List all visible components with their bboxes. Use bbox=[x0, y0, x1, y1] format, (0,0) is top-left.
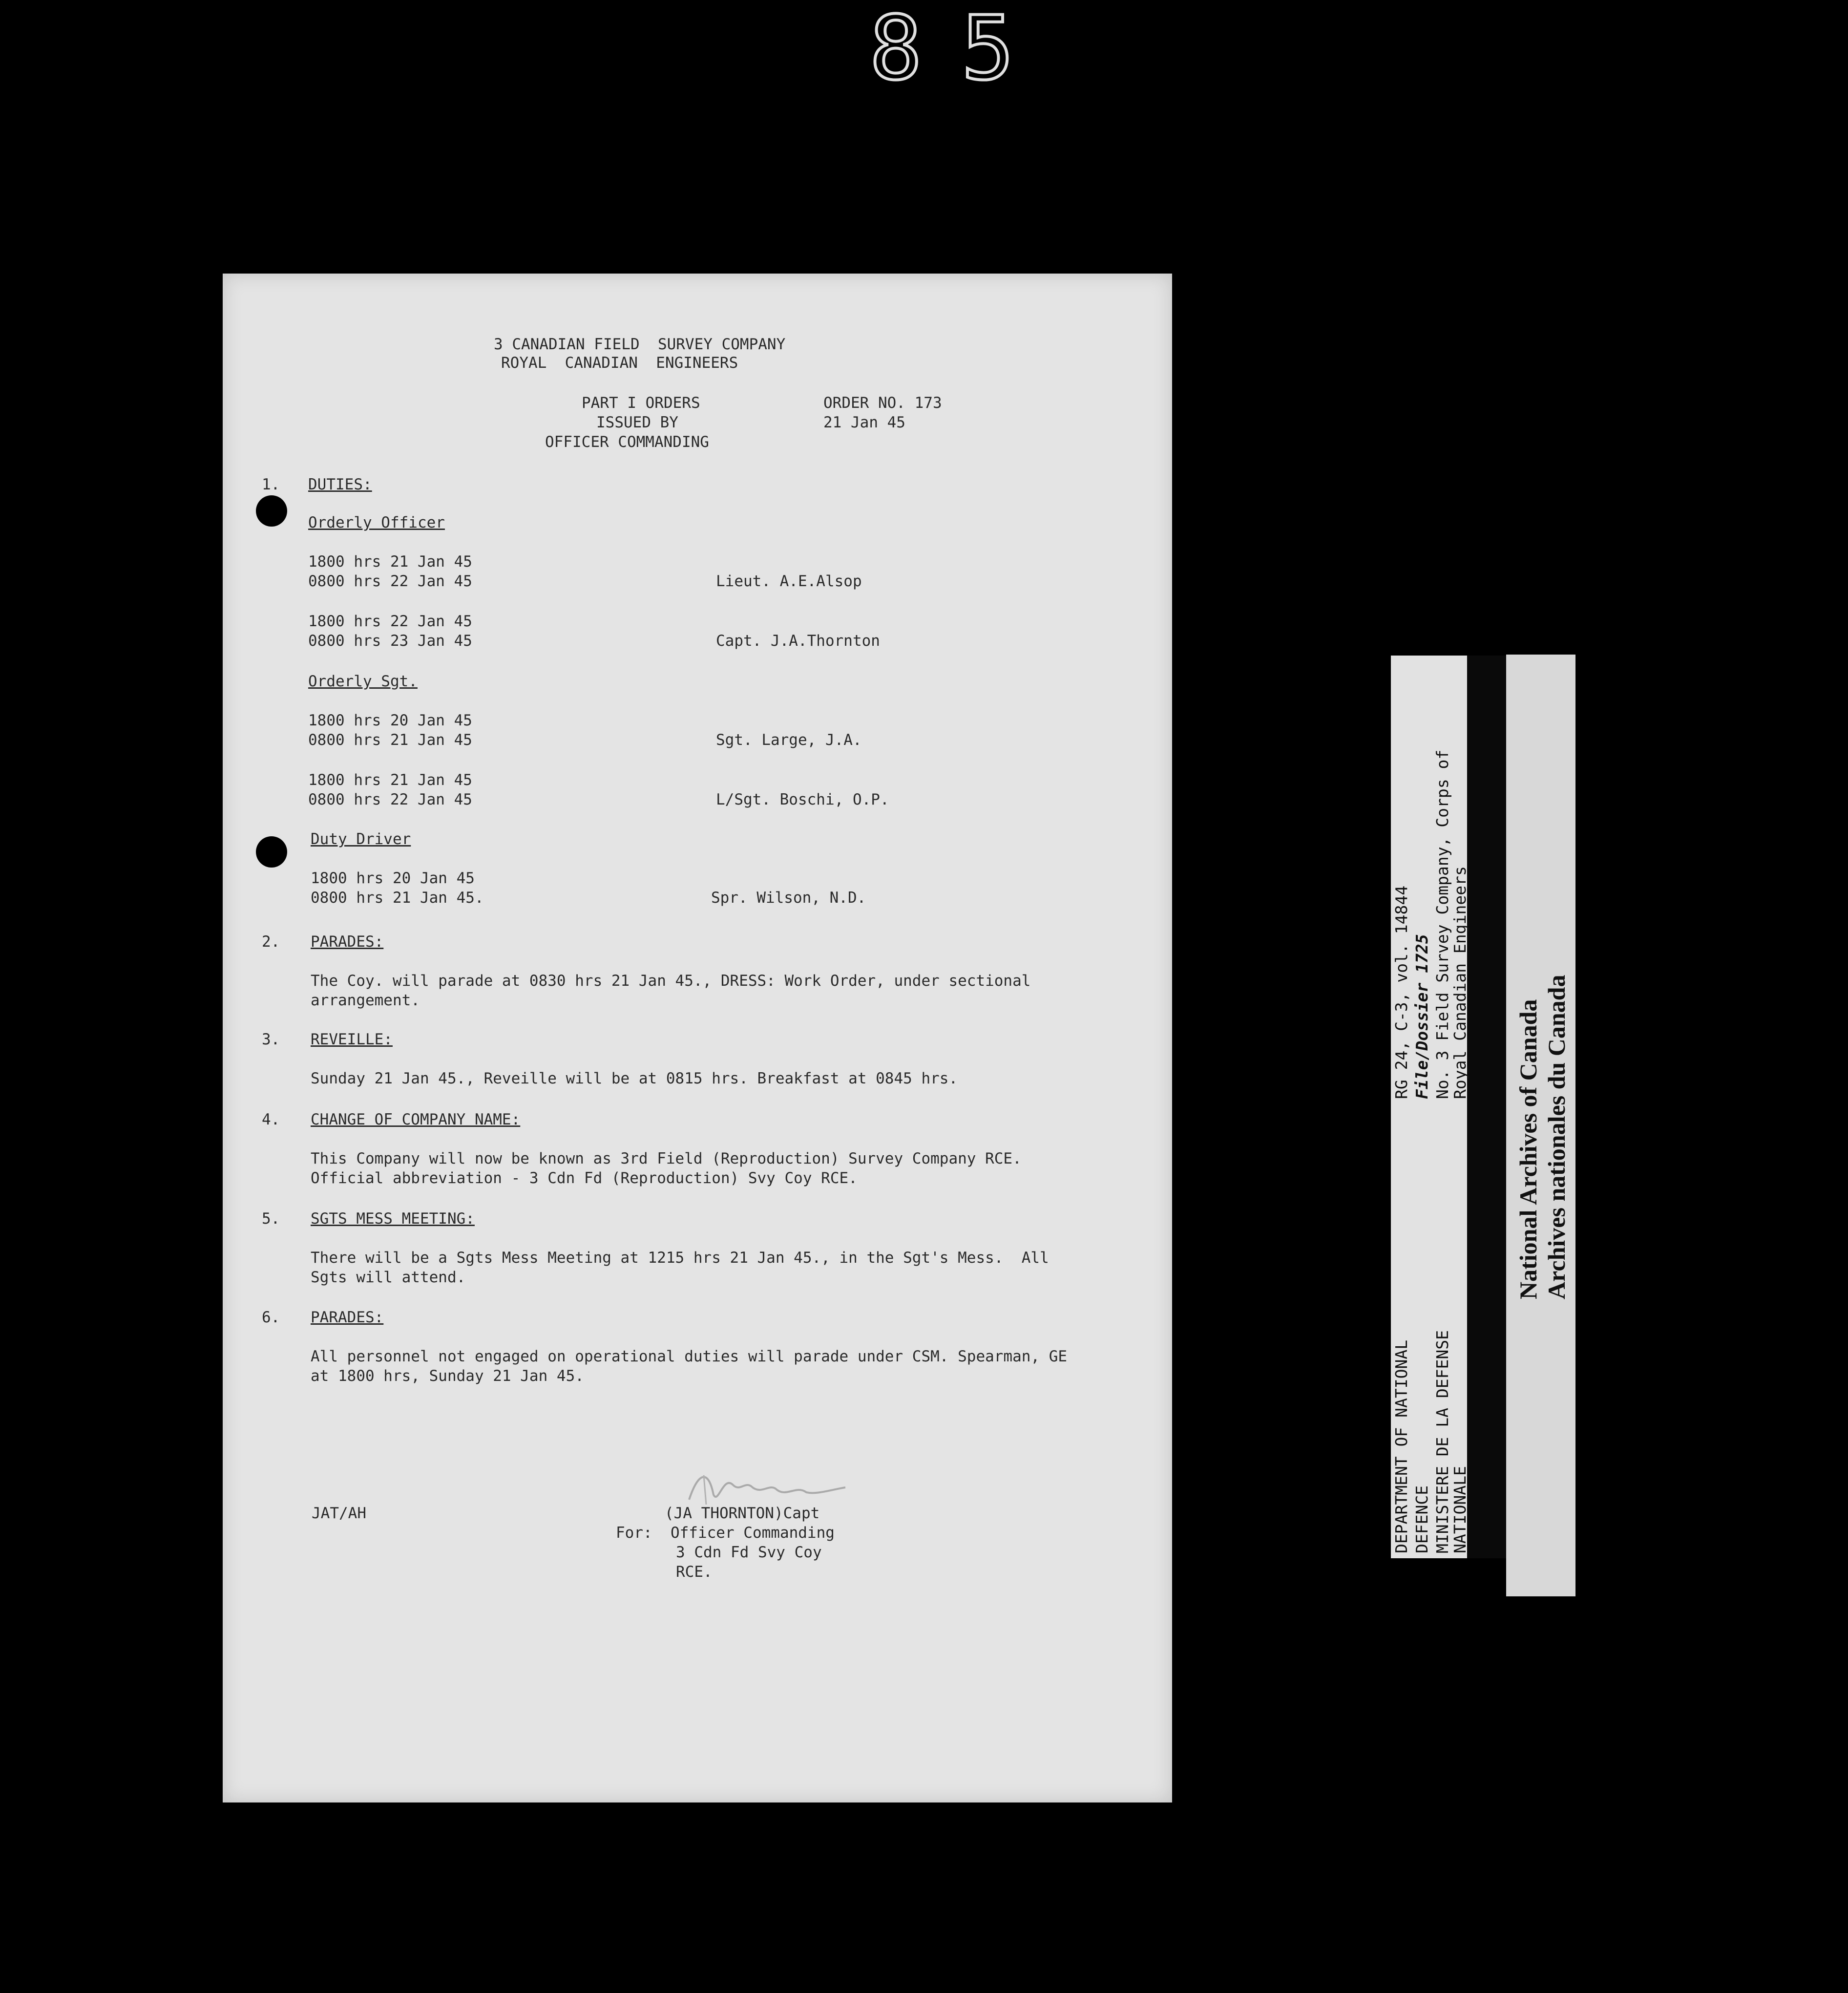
duty-name: L/Sgt. Boschi, O.P. bbox=[716, 791, 889, 808]
orderly-officer-heading: Orderly Officer bbox=[308, 514, 445, 531]
duty-from: 1800 hrs 20 Jan 45 bbox=[311, 869, 475, 887]
parades-text: arrangement. bbox=[311, 992, 420, 1009]
orderly-sgt-heading: Orderly Sgt. bbox=[308, 673, 418, 690]
change-name-text: This Company will now be known as 3rd Field (Reproduction) Survey Company RCE. bbox=[311, 1150, 1022, 1167]
duty-driver-heading: Duty Driver bbox=[311, 830, 411, 848]
parades-text: The Coy. will parade at 0830 hrs 21 Jan 45., DRESS: Work Order, under sectional bbox=[311, 972, 1031, 990]
label-ministere: MINISTERE DE LA DEFENSE bbox=[1433, 1330, 1452, 1553]
section-title-parades-2: PARADES: bbox=[311, 1309, 384, 1326]
initials: JAT/AH bbox=[312, 1505, 366, 1522]
label-rg-reference: RG 24, C-3, vol. 14844 bbox=[1392, 885, 1411, 1099]
reveille-text: Sunday 21 Jan 45., Reveille will be at 0815 hrs. Breakfast at 0845 hrs. bbox=[311, 1070, 958, 1087]
signature bbox=[684, 1465, 850, 1509]
duty-from: 1800 hrs 20 Jan 45 bbox=[308, 712, 472, 729]
section-number: 1. bbox=[262, 476, 280, 493]
officer-commanding: OFFICER COMMANDING bbox=[545, 433, 709, 451]
section-title-parades: PARADES: bbox=[311, 933, 384, 951]
signatory-for: For: Officer Commanding bbox=[616, 1524, 835, 1542]
section-title-mess-meeting: SGTS MESS MEETING: bbox=[311, 1210, 475, 1228]
label-defence: DEFENCE bbox=[1412, 1485, 1431, 1553]
label-nationale: NATIONALE bbox=[1450, 1466, 1470, 1553]
mess-text: Sgts will attend. bbox=[311, 1269, 466, 1286]
duty-name: Capt. J.A.Thornton bbox=[716, 632, 880, 650]
signatory-name: (JA THORNTON)Capt bbox=[665, 1505, 820, 1522]
document-page bbox=[223, 274, 1172, 1802]
order-date: 21 Jan 45 bbox=[823, 414, 905, 431]
label-company: No. 3 Field Survey Company, Corps of bbox=[1433, 749, 1452, 1099]
section-title-reveille: REVEILLE: bbox=[311, 1031, 393, 1048]
duty-to: 0800 hrs 23 Jan 45 bbox=[308, 632, 472, 650]
section-number: 5. bbox=[262, 1210, 280, 1228]
section-number: 3. bbox=[262, 1031, 280, 1048]
change-name-text: Official abbreviation - 3 Cdn Fd (Reproduction) Svy Coy RCE. bbox=[311, 1169, 858, 1187]
label-archives-en: National Archives of Canada bbox=[1514, 999, 1542, 1299]
label-divider bbox=[1467, 656, 1506, 1558]
label-archives-fr: Archives nationales du Canada bbox=[1543, 975, 1570, 1299]
part-orders: PART I ORDERS bbox=[582, 394, 700, 412]
signatory-corps: RCE. bbox=[676, 1563, 713, 1581]
mess-text: There will be a Sgts Mess Meeting at 1215 hrs 21 Jan 45., in the Sgt's Mess. All bbox=[311, 1249, 1049, 1267]
duty-from: 1800 hrs 21 Jan 45 bbox=[308, 771, 472, 789]
order-number: ORDER NO. 173 bbox=[823, 394, 942, 412]
section-number: 4. bbox=[262, 1111, 280, 1128]
section-number: 6. bbox=[262, 1309, 280, 1326]
signatory-unit: 3 Cdn Fd Svy Coy bbox=[676, 1544, 822, 1561]
duty-to: 0800 hrs 21 Jan 45. bbox=[311, 889, 484, 907]
label-file-dossier: File/Dossier 1725 bbox=[1412, 934, 1431, 1099]
unit-subtitle: ROYAL CANADIAN ENGINEERS bbox=[501, 354, 738, 372]
parades2-text: at 1800 hrs, Sunday 21 Jan 45. bbox=[311, 1367, 584, 1385]
duty-name: Sgt. Large, J.A. bbox=[716, 731, 862, 749]
duty-from: 1800 hrs 21 Jan 45 bbox=[308, 553, 472, 571]
duty-from: 1800 hrs 22 Jan 45 bbox=[308, 613, 472, 630]
punch-hole bbox=[256, 495, 287, 527]
punch-hole bbox=[256, 836, 287, 868]
frame-number: 85 bbox=[869, 0, 1053, 100]
section-number: 2. bbox=[262, 933, 280, 951]
label-corps: Royal Canadian Engineers bbox=[1450, 866, 1470, 1099]
parades2-text: All personnel not engaged on operational duties will parade under CSM. Spearman, GE bbox=[311, 1348, 1068, 1365]
duty-name: Lieut. A.E.Alsop bbox=[716, 572, 862, 590]
duty-name: Spr. Wilson, N.D. bbox=[711, 889, 866, 907]
duty-to: 0800 hrs 21 Jan 45 bbox=[308, 731, 472, 749]
section-title-duties: DUTIES: bbox=[308, 476, 372, 493]
unit-title: 3 CANADIAN FIELD SURVEY COMPANY bbox=[494, 336, 786, 353]
section-title-change-name: CHANGE OF COMPANY NAME: bbox=[311, 1111, 521, 1128]
issued-by: ISSUED BY bbox=[596, 414, 678, 431]
duty-to: 0800 hrs 22 Jan 45 bbox=[308, 572, 472, 590]
label-department: DEPARTMENT OF NATIONAL bbox=[1392, 1339, 1411, 1553]
duty-to: 0800 hrs 22 Jan 45 bbox=[308, 791, 472, 808]
